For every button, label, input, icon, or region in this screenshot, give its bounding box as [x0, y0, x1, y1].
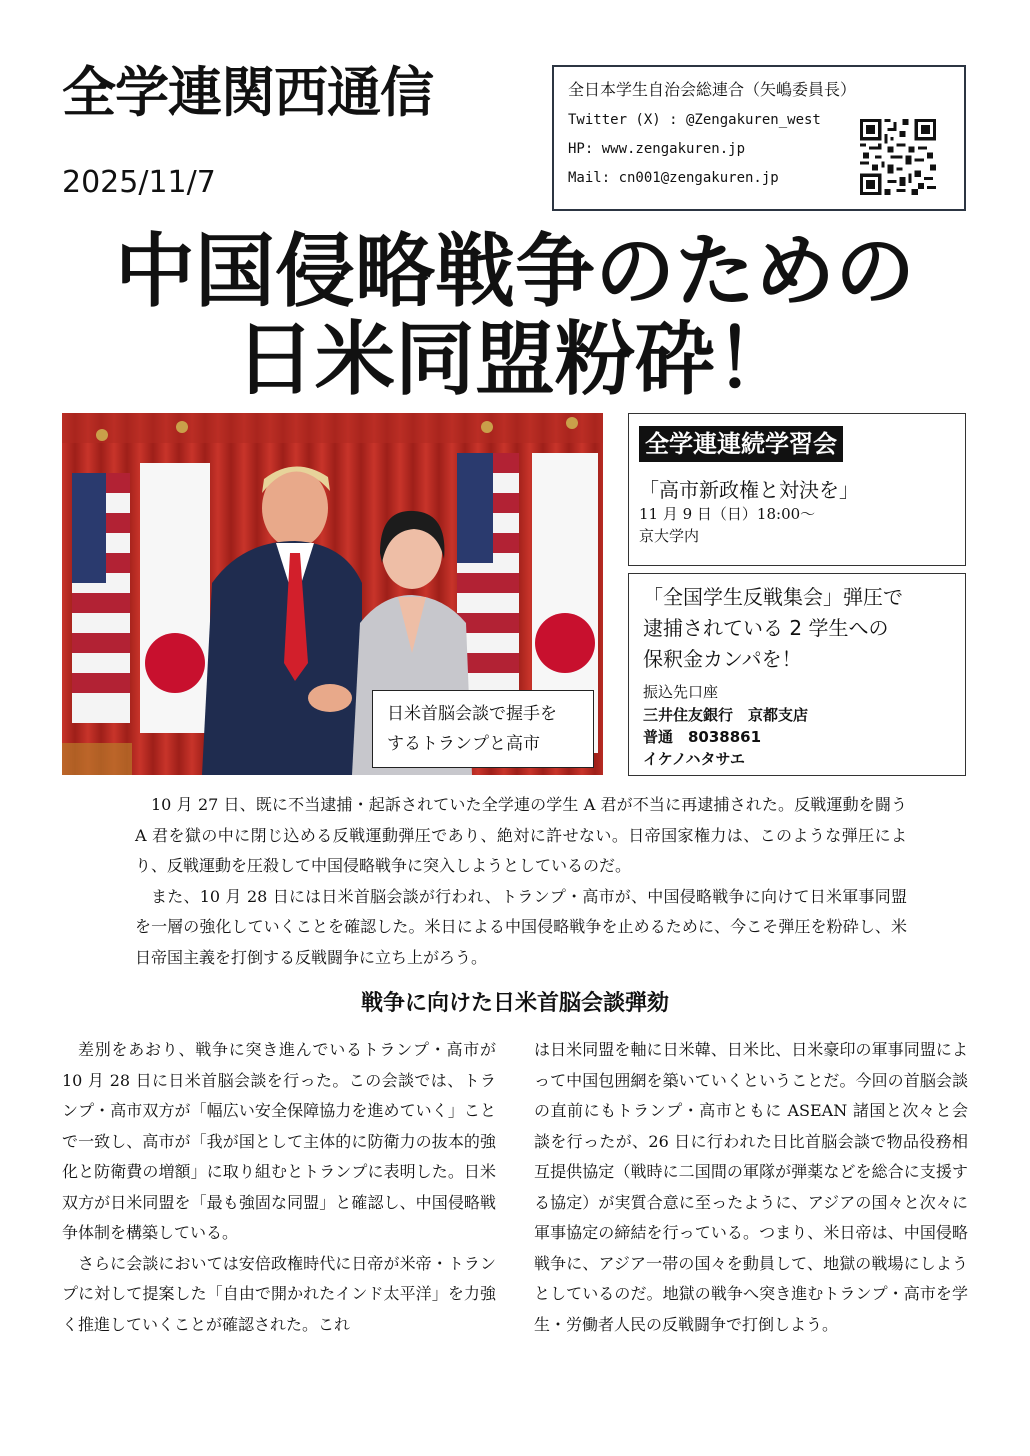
- donation-bank: 三井住友銀行 京都支店: [643, 706, 809, 724]
- qr-code-icon: [860, 119, 936, 195]
- lead-article: [135, 790, 907, 973]
- bail-donation-box: [628, 573, 966, 776]
- homepage-url[interactable]: HP: www.zengakuren.jp: [568, 141, 746, 157]
- study-session-title: 「高市新政権と対決を」: [639, 478, 859, 502]
- lead-paragraph-2: また、10 月 28 日には日米首脳会談が行われ、トランプ・高市が、中国侵略戦争に向けて日米軍事同盟を一層の強化していくことを確認した。米日による中国侵略戦争を止めるために、今こそ弾圧を粉砕し、米日帝国主義を打倒する反戦闘争に立ち上がろう。: [135, 886, 907, 967]
- study-session-datetime: 11 月 9 日（日）18:00～: [639, 505, 816, 523]
- email-address[interactable]: Mail: cn001@zengakuren.jp: [568, 170, 779, 186]
- study-session-box: [628, 413, 966, 566]
- article-paragraph-3: は日米同盟を軸に日米韓、日米比、日米豪印の軍事同盟によって中国包囲網を築いていくということだ。今回の首脳会談の直前にもトランプ・高市ともに ASEAN 諸国と次々と会談を行ったが、26 日に行われた日比首脳会談で物品役務相互提供協定（戦時に二国間の軍隊が弾薬などを総合に支援する協定）が実質合意に至ったように、アジアの国々と次々に軍事協定の締結を行っている。つまり、米日帝は、中国侵略戦争に、アジア一帯の国々を動員して、地獄の戦場にしようとしているのだ。地獄の戦争へ突き進むトランプ・高市を学生・労働者人民の反戦闘争で打倒しよう。: [534, 1040, 968, 1334]
- lead-paragraph-1: 10 月 27 日、既に不当逮捕・起訴されていた全学連の学生 A 君が不当に再逮捕された。反戦運動を闘う A 君を獄の中に閉じ込める反戦運動弾圧であり、絶対に許せない。日帝国家権力は、このような弾圧により、反戦運動を圧殺して中国侵略戦争に突入しようとしているのだ。: [135, 795, 907, 875]
- twitter-handle[interactable]: Twitter (X) : @Zengakuren_west: [568, 112, 821, 128]
- donation-account-label: 振込先口座: [643, 683, 719, 701]
- organization-name: 全日本学生自治会総連合（矢嶋委員長）: [568, 80, 857, 99]
- headline-line-1: 中国侵略戦争のための: [115, 225, 915, 318]
- donation-account-name: イケノハタサエ: [643, 750, 745, 768]
- issue-date: 2025/11/7: [62, 165, 216, 200]
- donation-title-line-2: 逮捕されている 2 学生への: [643, 616, 889, 640]
- study-session-tag: 全学連連続学習会: [639, 426, 843, 462]
- caption-line-2: するトランプと高市: [387, 734, 540, 754]
- donation-title-line-1: 「全国学生反戦集会」弾圧で: [643, 585, 903, 609]
- article-column-left: [62, 1035, 496, 1340]
- newsletter-title: 全学連関西通信: [62, 61, 433, 124]
- article-paragraph-1: 差別をあおり、戦争に突き進んでいるトランプ・高市が 10 月 28 日に日米首脳会談を行った。この会談では、トランプ・高市双方が「幅広い安全保障協力を進めていく」ことで一致し、高市が「我が国として主体的に防衛力の抜本的強化と防衛費の増額」に取り組むとトランプに表明した。日米双方が日米同盟を「最も強固な同盟」と確認し、中国侵略戦争体制を構築している。: [62, 1040, 496, 1242]
- contact-box: [552, 65, 966, 211]
- headline-line-2: 日米同盟粉砕！: [235, 313, 795, 406]
- donation-account-number: 普通 8038861: [643, 728, 762, 746]
- photo-caption: [372, 690, 594, 768]
- donation-title-line-3: 保釈金カンパを！: [643, 647, 802, 671]
- caption-line-1: 日米首脳会談で握手を: [387, 704, 557, 724]
- article-column-right: [534, 1035, 968, 1340]
- article-paragraph-2: さらに会談においては安倍政権時代に日帝が米帝・トランプに対して提案した「自由で開かれたインド太平洋」を力強く推進していくことが確認された。これ: [62, 1253, 496, 1334]
- study-session-place: 京大学内: [639, 527, 700, 545]
- section-heading: 戦争に向けた日米首脳会談弾劾: [360, 991, 669, 1016]
